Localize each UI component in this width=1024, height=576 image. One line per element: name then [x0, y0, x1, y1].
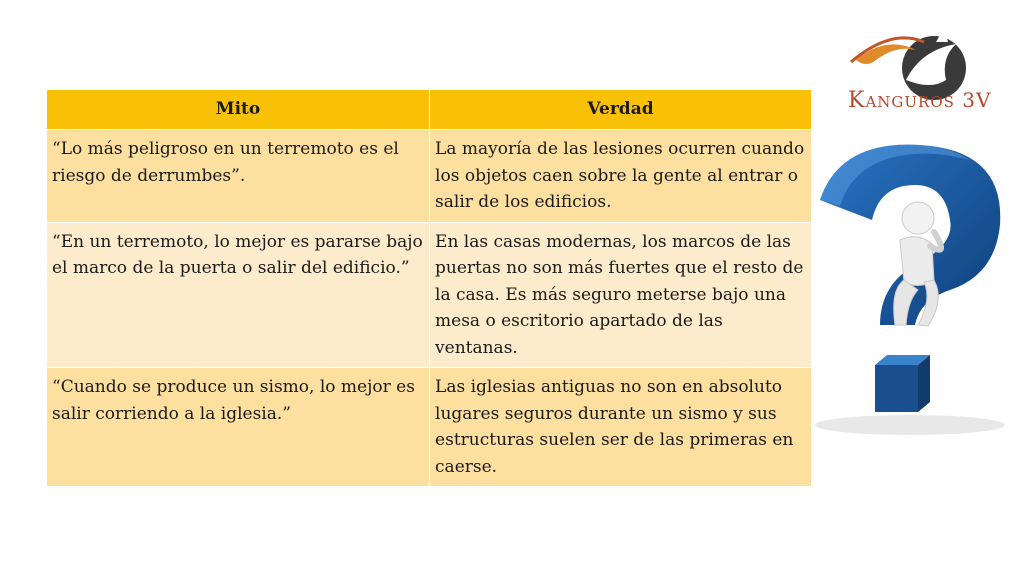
brand-suffix: 3V [962, 88, 992, 112]
header-mito: Mito [47, 90, 430, 130]
mito-cell: “Lo más peligroso en un terremoto es el riesgo de derrumbes”. [47, 130, 430, 223]
table-header-row [47, 90, 812, 130]
verdad-cell: Las iglesias antiguas no son en absoluto lugares seguros durante un sismo y sus estructuras suelen ser de las primeras en caerse. [430, 368, 812, 487]
table-row [47, 130, 812, 223]
mito-cell: “En un terremoto, lo mejor es pararse bajo el marco de la puerta o salir del edificio.” [47, 222, 430, 368]
table-row [47, 222, 812, 368]
header-verdad: Verdad [430, 90, 812, 130]
verdad-cell: La mayoría de las lesiones ocurren cuando los objetos caen sobre la gente al entrar o salir de los edificios. [430, 130, 812, 223]
brand-k: K [848, 88, 866, 113]
myth-truth-table [46, 89, 812, 487]
mito-cell: “Cuando se produce un sismo, lo mejor es salir corriendo a la iglesia.” [47, 368, 430, 487]
brand-rest: ANGUROS [865, 93, 955, 111]
question-mark-thinker-icon [800, 140, 1012, 440]
table-row [47, 368, 812, 487]
verdad-cell: En las casas modernas, los marcos de las puertas no son más fuertes que el resto de la casa. Es más seguro meterse bajo una mesa o escritorio apartado de las ventanas. [430, 222, 812, 368]
brand-name [848, 88, 998, 113]
